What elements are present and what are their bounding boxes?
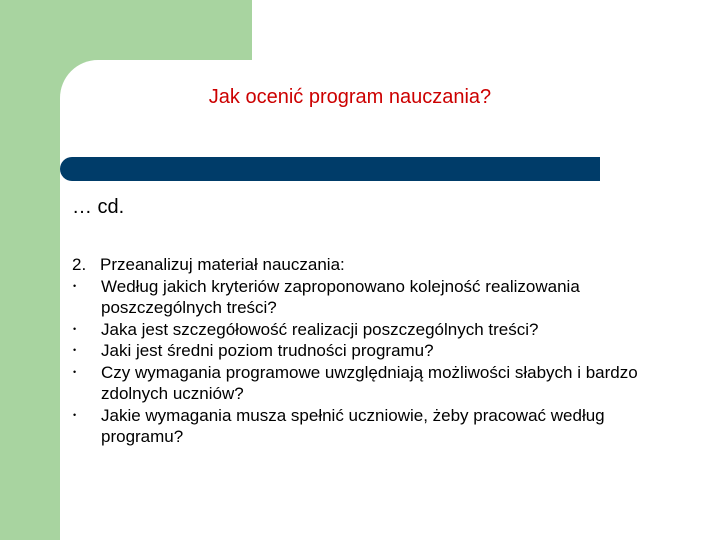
list-item-text: Jakie wymagania musza spełnić uczniowie, żeby pracować według programu? <box>101 405 605 446</box>
list-item <box>72 319 672 341</box>
bullet-list <box>72 276 672 448</box>
list-item-text: Jaki jest średni poziom trudności programu? <box>101 341 434 360</box>
slide-content <box>72 254 672 448</box>
bullet-icon: • <box>73 323 77 334</box>
list-item-text: Czy wymagania programowe uwzględniają możliwości słabych i bardzo zdolnych uczniów? <box>101 362 638 403</box>
list-item <box>72 276 672 319</box>
list-item-text: Według jakich kryteriów zaproponowano kolejność realizowania poszczególnych treści? <box>101 276 580 317</box>
list-item-text: Jaka jest szczegółowość realizacji poszczególnych treści? <box>101 319 539 339</box>
bullet-icon: • <box>73 280 77 291</box>
list-item <box>72 362 672 405</box>
section-number: 2. <box>72 255 87 274</box>
bullet-icon: • <box>73 409 77 420</box>
bullet-icon: • <box>73 366 77 377</box>
list-item <box>72 405 672 448</box>
list-item <box>72 340 672 362</box>
title-divider-bar <box>60 157 600 181</box>
slide-subtitle: … cd. <box>72 196 125 218</box>
section-heading-text: Przeanalizuj materiał nauczania: <box>100 255 345 274</box>
section-heading <box>72 254 672 276</box>
slide-title: Jak ocenić program nauczania? <box>208 86 492 108</box>
bullet-icon: • <box>73 345 77 355</box>
